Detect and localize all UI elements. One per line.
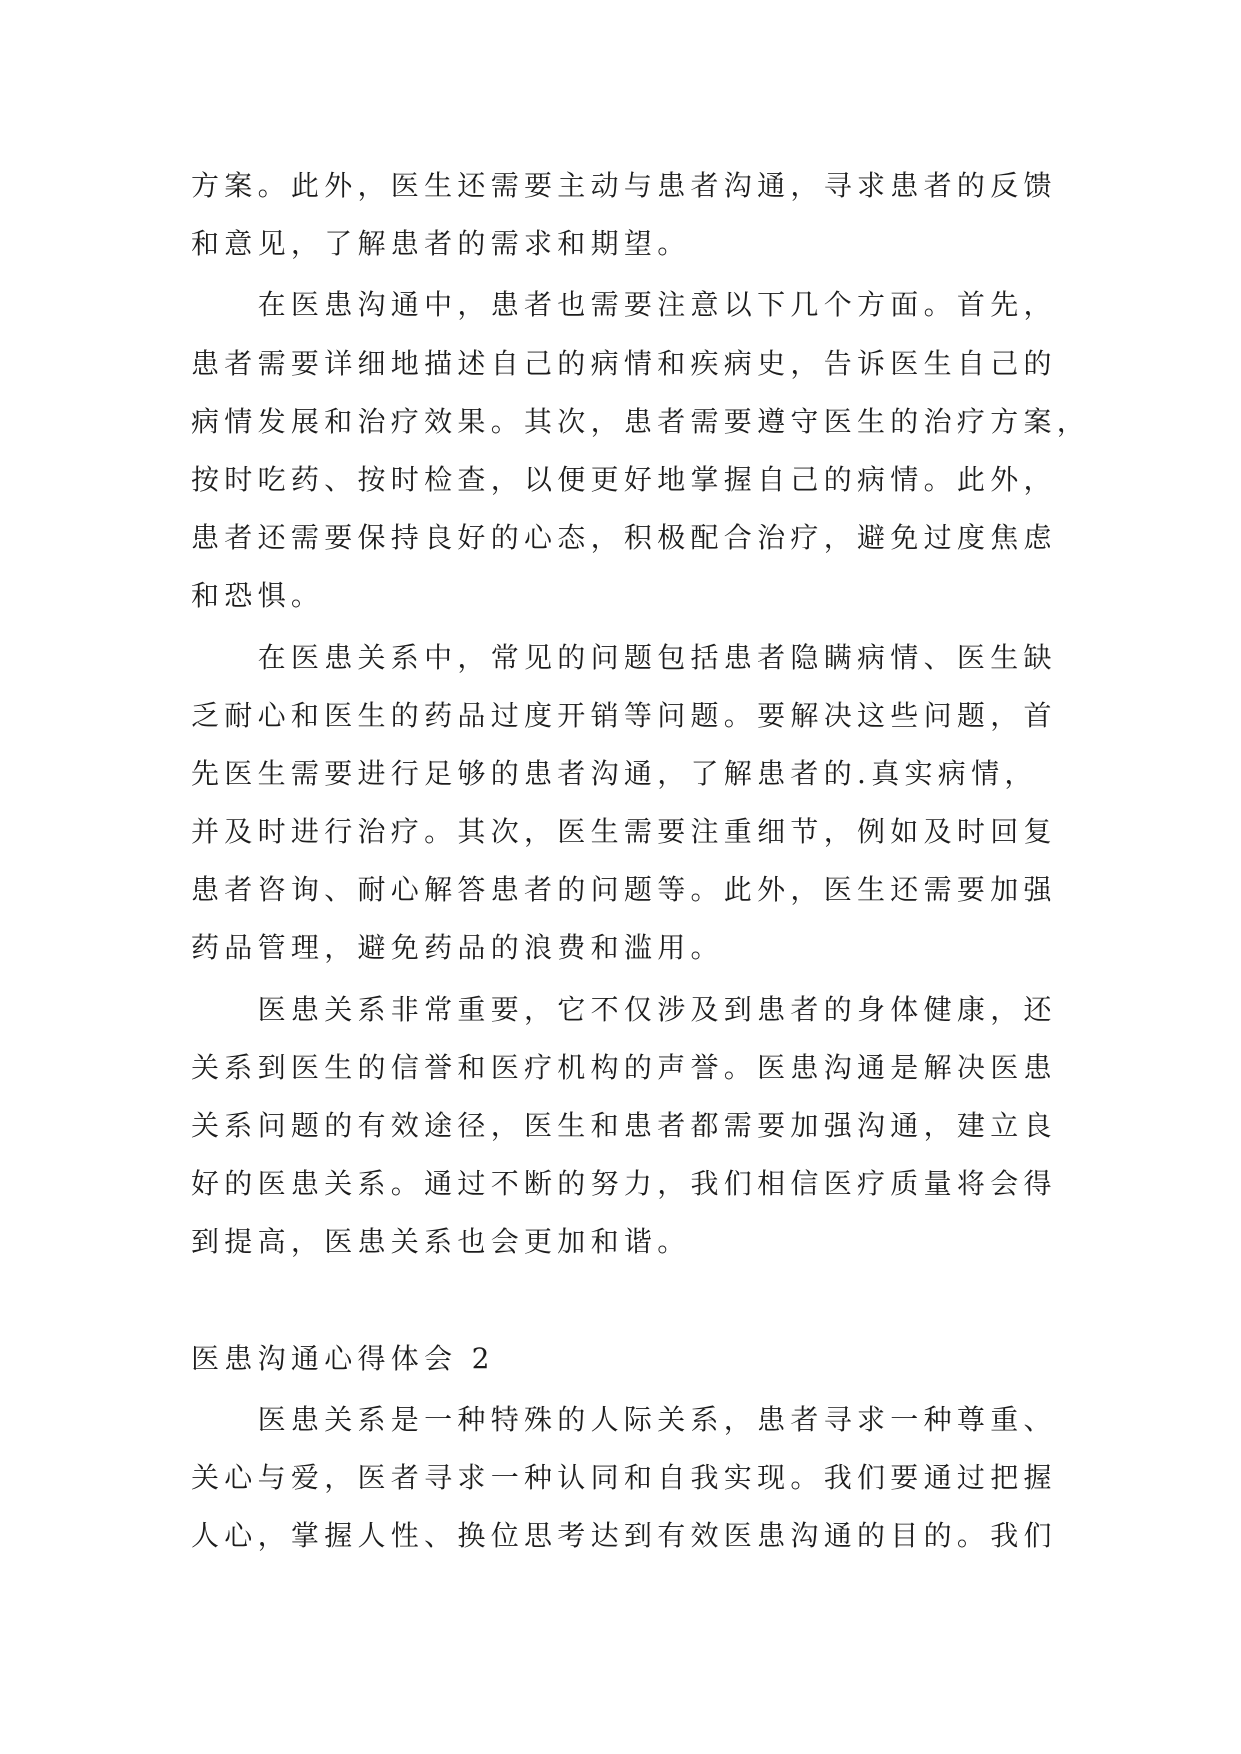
text-line: 病情发展和治疗效果。其次，患者需要遵守医生的治疗方案， [191,404,1091,438]
text-line: 患者咨询、耐心解答患者的问题等。此外，医生还需要加强 [191,873,1057,907]
text-line: 和意见，了解患者的需求和期望。 [191,227,691,261]
paragraph [191,981,1151,1272]
text-line: 并及时进行治疗。其次，医生需要注重细节，例如及时回复 [191,815,1057,849]
document-body [191,157,1151,1566]
section-heading: 医患沟通心得体会 2 [191,1341,495,1375]
paragraph [191,1391,1151,1566]
text-line: 乏耐心和医生的药品过度开销等问题。要解决这些问题，首 [191,698,1057,732]
text-line: 到提高，医患关系也会更加和谐。 [191,1225,691,1259]
paragraph [191,276,1151,625]
paragraph [191,629,1151,978]
text-line: 关系到医生的信誉和医疗机构的声誉。医患沟通是解决医患 [191,1050,1057,1084]
text-line: 患者需要详细地描述自己的病情和疾病史，告诉医生自己的 [191,346,1057,380]
text-line: 关心与爱，医者寻求一种认同和自我实现。我们要通过把握 [191,1461,1057,1495]
text-line: 和恐惧。 [191,579,325,613]
text-line: 方案。此外，医生还需要主动与患者沟通，寻求患者的反馈 [191,169,1057,202]
text-line: 患者还需要保持良好的心态，积极配合治疗，避免过度焦虑 [191,521,1057,555]
text-line: 先医生需要进行足够的患者沟通，了解患者的.真实病情， [191,756,1038,790]
text-line: 关系问题的有效途径，医生和患者都需要加强沟通，建立良 [191,1109,1057,1142]
text-line: 好的医患关系。通过不断的努力，我们相信医疗质量将会得 [191,1167,1057,1201]
text-line: 医患关系非常重要，它不仅涉及到患者的身体健康，还 [257,992,1057,1026]
text-line: 按时吃药、按时检查，以便更好地掌握自己的病情。此外， [191,462,1057,496]
paragraph [191,157,1151,273]
text-line: 人心，掌握人性、换位思考达到有效医患沟通的目的。我们 [191,1519,1057,1553]
text-line: 在医患关系中，常见的问题包括患者隐瞒病情、医生缺 [257,640,1057,674]
text-line: 在医患沟通中，患者也需要注意以下几个方面。首先， [257,288,1057,322]
text-line: 医患关系是一种特殊的人际关系，患者寻求一种尊重、 [257,1402,1057,1436]
text-line: 药品管理，避免药品的浪费和滥用。 [191,931,724,965]
